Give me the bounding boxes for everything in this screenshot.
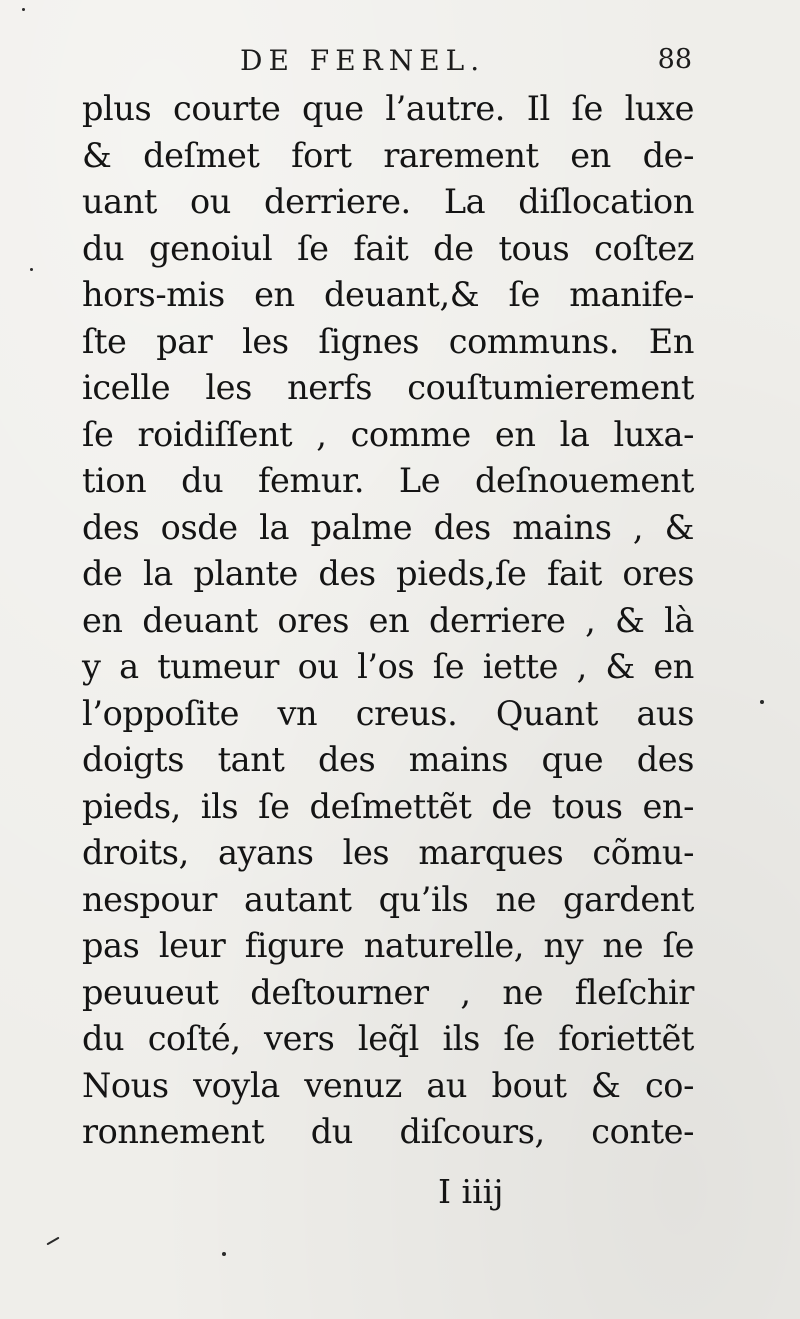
signature-mark: I iiij (438, 1172, 504, 1211)
paper-speck (22, 8, 25, 11)
text-line: ſte par les ſignes communs. En (82, 321, 694, 361)
text-line: pas leur figure naturelle, ny ne ſe (82, 926, 694, 965)
paper-speck (760, 700, 764, 704)
text-line: ronnement du diſcours, conte- (82, 1112, 694, 1151)
text-line: & deſmet fort rarement en de- (82, 135, 694, 175)
body-text (82, 86, 694, 1156)
text-line: doigts tant des mains que des (82, 740, 694, 779)
text-line: droits, ayans les marques cõmu- (82, 833, 694, 872)
page-number: 88 (657, 44, 692, 75)
text-line: du genoiul ſe fait de tous coſtez (82, 228, 694, 268)
text-line: des osde la palme des mains , & (82, 507, 694, 547)
text-line: y a tumeur ou l’os ſe iette , & en (82, 647, 694, 686)
text-line: icelle les nerfs couſtumierement (82, 368, 694, 407)
paper-speck (46, 1237, 59, 1246)
text-line: tion du femur. Le deſnouement (82, 461, 694, 500)
text-line: Nous voyla venuz au bout & co- (82, 1065, 694, 1105)
running-head (80, 44, 692, 84)
text-line: en deuant ores en derriere , & là (82, 600, 694, 640)
text-line: l’oppoſite vn creus. Quant aus (82, 693, 694, 733)
text-line: peuueut deſtourner , ne fleſchir (82, 972, 694, 1012)
text-line: plus courte que l’autre. Il ſe luxe (82, 89, 694, 128)
running-title: DE FERNEL. (240, 44, 486, 77)
text-line: du coſté, vers leq̃l ils ſe foriettẽt (82, 1019, 694, 1058)
text-line: nespour autant qu’ils ne gardent (82, 879, 694, 919)
paper-speck (30, 268, 33, 271)
text-line: uant ou derriere. La diſlocation (82, 182, 694, 221)
text-line: hors-mis en deuant,& ſe manife- (82, 275, 694, 314)
text-line: pieds, ils ſe deſmettẽt de tous en- (82, 786, 694, 826)
paper-speck (222, 1252, 226, 1256)
text-line: de la plante des pieds,ſe fait ores (82, 554, 694, 593)
text-line: ſe roidiſſent , comme en la luxa- (82, 414, 694, 454)
